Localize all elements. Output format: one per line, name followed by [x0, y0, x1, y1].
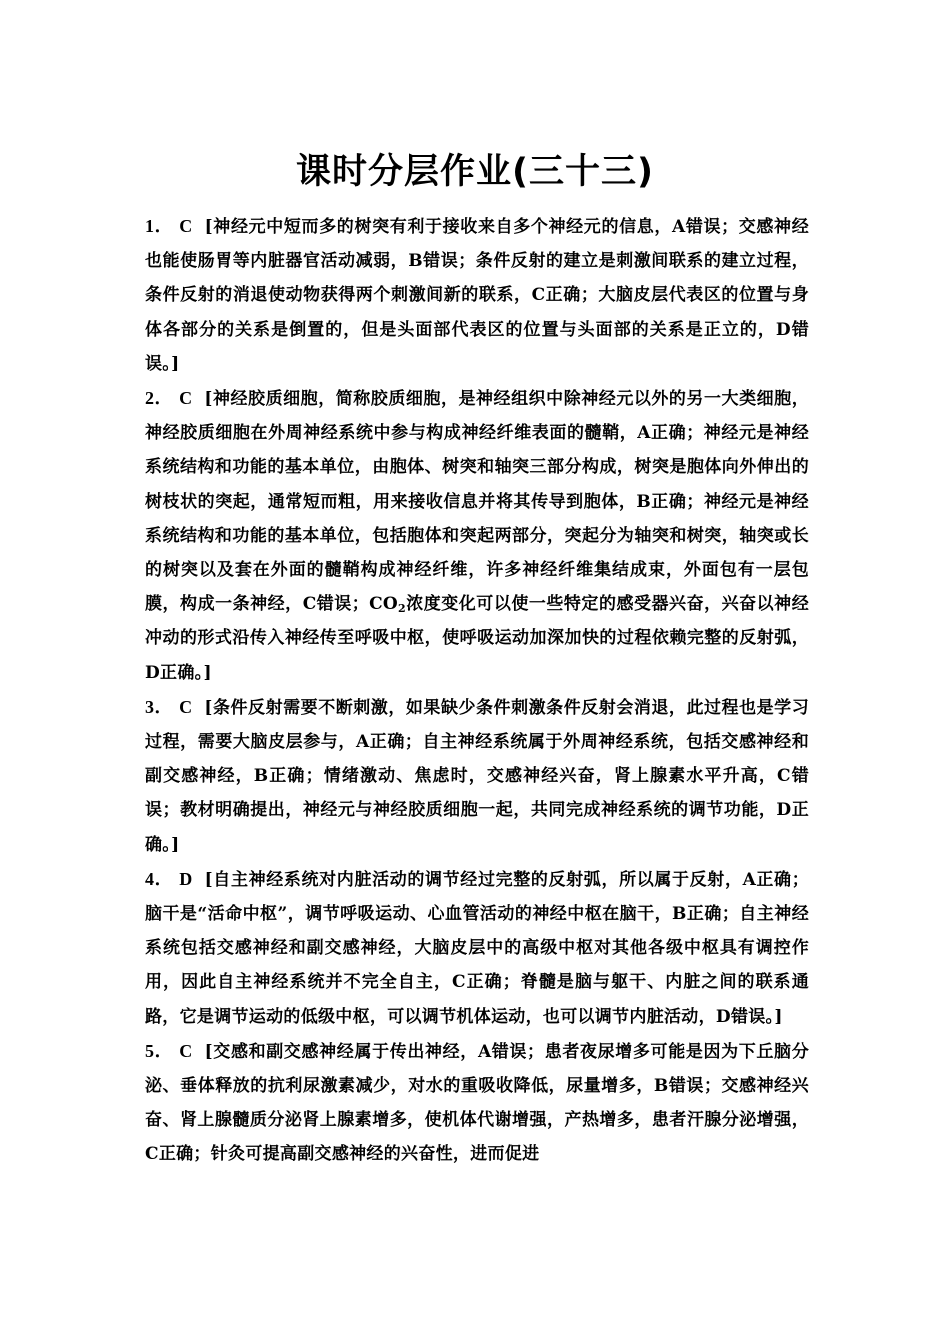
item-number: 5．: [145, 1040, 174, 1061]
item-number: 1．: [145, 216, 174, 236]
item-answer: D: [179, 868, 193, 889]
answer-item-2: [145, 381, 809, 690]
item-explanation: [交感和副交感神经属于传出神经，A错误；患者夜尿增多可能是因为下丘脑分泌、垂体释放的抗利尿激素减少，对水的重吸收降低，尿量增多，B错误；交感神经兴奋、肾上腺髓质分泌肾上腺素增多，使机体代谢增强，产热增多，患者汗腺分泌增强，C正确；针灸可提高副交感神经的兴奋性，进而促进: [145, 1041, 809, 1165]
item-answer: C: [179, 1040, 193, 1061]
item-explanation: [条件反射需要不断刺激，如果缺少条件刺激条件反射会消退，此过程也是学习过程，需要大脑皮层参与，A正确；自主神经系统属于外周神经系统，包括交感神经和副交感神经，B正确；情绪激动、焦虑时，交感神经兴奋，肾上腺素水平升高，C错误；教材明确提出，神经元与神经胶质细胞一起，共同完成神经系统的调节功能，D正确。]: [145, 697, 809, 855]
item-explanation: [神经元中短而多的树突有利于接收来自多个神经元的信息，A错误；交感神经也能使肠胃等内脏器官活动减弱，B错误；条件反射的建立是刺激间联系的建立过程，条件反射的消退使动物获得两个刺激间新的联系，C正确；大脑皮层代表区的位置与身体各部分的关系是倒置的，但是头面部代表区的位置与头面部的关系是正立的，D错误。]: [145, 217, 809, 374]
answer-item-4: [145, 862, 809, 1034]
item-explanation: [神经胶质细胞，简称胶质细胞，是神经组织中除神经元以外的另一大类细胞，神经胶质细胞在外周神经系统中参与构成神经纤维表面的髓鞘，A正确；神经元是神经系统结构和功能的基本单位，由胞体、树突和轴突三部分构成，树突是胞体向外伸出的树枝状的突起，通常短而粗，用来接收信息并将其传导到胞体，B正确；神经元是神经系统结构和功能的基本单位，包括胞体和突起两部分，突起分为轴突和树突，轴突或长的树突以及套在外面的髓鞘构成神经纤维，许多神经纤维集结成束，外面包有一层包膜，构成一条神经，C错误；CO: [145, 389, 809, 615]
item-number: 2．: [145, 388, 174, 409]
item-number: 3．: [145, 696, 174, 717]
answer-item-3: [145, 690, 809, 862]
answer-list: [145, 209, 809, 1172]
item-explanation: [自主神经系统对内脏活动的调节经过完整的反射弧，所以属于反射，A正确；脑干是“活命中枢”，调节呼吸运动、心血管活动的神经中枢在脑干，B正确；自主神经系统包括交感神经和副交感神经，大脑皮层中的高级中枢对其他各级中枢具有调控作用，因此自主神经系统并不完全自主，C正确；脊髓是脑与躯干、内脏之间的联系通路，它是调节运动的低级中枢，可以调节机体运动，也可以调节内脏活动，D错误。]: [145, 869, 809, 1027]
item-answer: C: [179, 216, 193, 236]
item-explanation-continued: 浓度变化可以使一些特定的感受器兴奋，兴奋以神经冲动的形式沿传入神经传至呼吸中枢，使呼吸运动加深加快的过程依赖完整的反射弧，D正确。]: [145, 594, 809, 683]
item-answer: C: [179, 696, 193, 717]
answer-item-1: [145, 209, 809, 381]
subscript-2: 2: [398, 602, 406, 616]
page-title: 课时分层作业(三十三): [296, 152, 654, 192]
answer-item-5: [145, 1034, 809, 1172]
item-number: 4．: [145, 868, 174, 889]
item-answer: C: [179, 388, 193, 409]
